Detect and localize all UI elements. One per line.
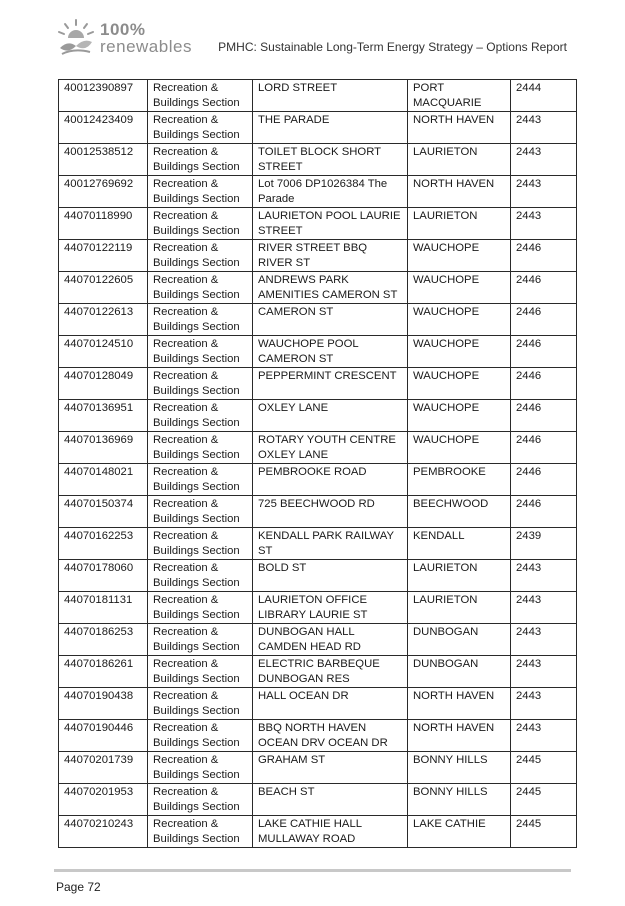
- section-cell: Recreation & Buildings Section: [148, 784, 253, 816]
- section-cell: Recreation & Buildings Section: [148, 368, 253, 400]
- table-row: [59, 816, 577, 848]
- nmi-cell: 40012390897: [59, 80, 148, 112]
- table-row: [59, 432, 577, 464]
- suburb-cell: NORTH HAVEN: [408, 176, 511, 208]
- suburb-cell: WAUCHOPE: [408, 336, 511, 368]
- table-row: [59, 784, 577, 816]
- suburb-cell: KENDALL: [408, 528, 511, 560]
- postcode-cell: 2443: [511, 176, 577, 208]
- suburb-cell: LAKE CATHIE: [408, 816, 511, 848]
- report-title: PMHC: Sustainable Long-Term Energy Strategy – Options Report: [218, 40, 567, 54]
- sun-leaf-logo-icon: [56, 18, 96, 58]
- address-cell: LAURIETON POOL LAURIE STREET: [253, 208, 408, 240]
- table-row: [59, 368, 577, 400]
- section-cell: Recreation & Buildings Section: [148, 720, 253, 752]
- table-row: [59, 560, 577, 592]
- suburb-cell: DUNBOGAN: [408, 624, 511, 656]
- postcode-cell: 2443: [511, 592, 577, 624]
- address-cell: CAMERON ST: [253, 304, 408, 336]
- nmi-cell: 44070201953: [59, 784, 148, 816]
- suburb-cell: NORTH HAVEN: [408, 720, 511, 752]
- nmi-cell: 44070190446: [59, 720, 148, 752]
- address-cell: PEPPERMINT CRESCENT: [253, 368, 408, 400]
- postcode-cell: 2445: [511, 816, 577, 848]
- suburb-cell: LAURIETON: [408, 592, 511, 624]
- section-cell: Recreation & Buildings Section: [148, 176, 253, 208]
- table-row: [59, 304, 577, 336]
- address-cell: LAKE CATHIE HALL MULLAWAY ROAD: [253, 816, 408, 848]
- nmi-cell: 44070181131: [59, 592, 148, 624]
- address-cell: DUNBOGAN HALL CAMDEN HEAD RD: [253, 624, 408, 656]
- nmi-cell: 44070118990: [59, 208, 148, 240]
- address-cell: ELECTRIC BARBEQUE DUNBOGAN RES: [253, 656, 408, 688]
- table-row: [59, 688, 577, 720]
- logo-text-top: 100%: [100, 20, 146, 39]
- nmi-cell: 44070136969: [59, 432, 148, 464]
- nmi-cell: 44070178060: [59, 560, 148, 592]
- table-row: [59, 272, 577, 304]
- postcode-cell: 2445: [511, 784, 577, 816]
- section-cell: Recreation & Buildings Section: [148, 304, 253, 336]
- table-row: [59, 176, 577, 208]
- postcode-cell: 2446: [511, 400, 577, 432]
- table-row: [59, 80, 577, 112]
- suburb-cell: BONNY HILLS: [408, 784, 511, 816]
- postcode-cell: 2446: [511, 304, 577, 336]
- address-cell: PEMBROOKE ROAD: [253, 464, 408, 496]
- section-cell: Recreation & Buildings Section: [148, 432, 253, 464]
- nmi-cell: 44070201739: [59, 752, 148, 784]
- postcode-cell: 2443: [511, 560, 577, 592]
- address-cell: TOILET BLOCK SHORT STREET: [253, 144, 408, 176]
- address-cell: WAUCHOPE POOL CAMERON ST: [253, 336, 408, 368]
- table-row: [59, 528, 577, 560]
- logo: [56, 18, 206, 62]
- nmi-cell: 44070186253: [59, 624, 148, 656]
- postcode-cell: 2443: [511, 112, 577, 144]
- suburb-cell: LAURIETON: [408, 144, 511, 176]
- table-row: [59, 624, 577, 656]
- suburb-cell: NORTH HAVEN: [408, 688, 511, 720]
- suburb-cell: WAUCHOPE: [408, 304, 511, 336]
- suburb-cell: WAUCHOPE: [408, 240, 511, 272]
- postcode-cell: 2446: [511, 464, 577, 496]
- postcode-cell: 2444: [511, 80, 577, 112]
- suburb-cell: BEECHWOOD: [408, 496, 511, 528]
- nmi-cell: 44070124510: [59, 336, 148, 368]
- section-cell: Recreation & Buildings Section: [148, 400, 253, 432]
- page-number: Page 72: [56, 880, 101, 894]
- table-row: [59, 400, 577, 432]
- section-cell: Recreation & Buildings Section: [148, 528, 253, 560]
- table-row: [59, 464, 577, 496]
- nmi-cell: 44070190438: [59, 688, 148, 720]
- suburb-cell: WAUCHOPE: [408, 272, 511, 304]
- postcode-cell: 2445: [511, 752, 577, 784]
- suburb-cell: PORT MACQUARIE: [408, 80, 511, 112]
- section-cell: Recreation & Buildings Section: [148, 80, 253, 112]
- address-cell: LAURIETON OFFICE LIBRARY LAURIE ST: [253, 592, 408, 624]
- logo-text-bottom: renewables: [100, 37, 192, 56]
- section-cell: Recreation & Buildings Section: [148, 208, 253, 240]
- postcode-cell: 2443: [511, 144, 577, 176]
- table-row: [59, 336, 577, 368]
- page-header: [0, 0, 625, 72]
- nmi-cell: 40012538512: [59, 144, 148, 176]
- postcode-cell: 2446: [511, 496, 577, 528]
- meter-table: [58, 79, 577, 848]
- address-cell: GRAHAM ST: [253, 752, 408, 784]
- postcode-cell: 2446: [511, 432, 577, 464]
- nmi-cell: 44070162253: [59, 528, 148, 560]
- postcode-cell: 2446: [511, 336, 577, 368]
- nmi-cell: 44070150374: [59, 496, 148, 528]
- suburb-cell: LAURIETON: [408, 560, 511, 592]
- postcode-cell: 2446: [511, 272, 577, 304]
- table-row: [59, 496, 577, 528]
- section-cell: Recreation & Buildings Section: [148, 144, 253, 176]
- table-row: [59, 592, 577, 624]
- address-cell: HALL OCEAN DR: [253, 688, 408, 720]
- suburb-cell: WAUCHOPE: [408, 432, 511, 464]
- table-row: [59, 720, 577, 752]
- table-row: [59, 208, 577, 240]
- section-cell: Recreation & Buildings Section: [148, 656, 253, 688]
- postcode-cell: 2443: [511, 208, 577, 240]
- address-cell: RIVER STREET BBQ RIVER ST: [253, 240, 408, 272]
- address-cell: BOLD ST: [253, 560, 408, 592]
- postcode-cell: 2446: [511, 240, 577, 272]
- suburb-cell: PEMBROOKE: [408, 464, 511, 496]
- nmi-cell: 44070122119: [59, 240, 148, 272]
- section-cell: Recreation & Buildings Section: [148, 816, 253, 848]
- table-row: [59, 752, 577, 784]
- postcode-cell: 2443: [511, 656, 577, 688]
- suburb-cell: WAUCHOPE: [408, 400, 511, 432]
- address-cell: Lot 7006 DP1026384 The Parade: [253, 176, 408, 208]
- address-cell: ROTARY YOUTH CENTRE OXLEY LANE: [253, 432, 408, 464]
- section-cell: Recreation & Buildings Section: [148, 240, 253, 272]
- suburb-cell: NORTH HAVEN: [408, 112, 511, 144]
- nmi-cell: 44070122613: [59, 304, 148, 336]
- nmi-cell: 40012423409: [59, 112, 148, 144]
- nmi-cell: 44070136951: [59, 400, 148, 432]
- section-cell: Recreation & Buildings Section: [148, 752, 253, 784]
- section-cell: Recreation & Buildings Section: [148, 496, 253, 528]
- postcode-cell: 2443: [511, 624, 577, 656]
- address-cell: 725 BEECHWOOD RD: [253, 496, 408, 528]
- table-row: [59, 240, 577, 272]
- postcode-cell: 2443: [511, 688, 577, 720]
- nmi-cell: 44070186261: [59, 656, 148, 688]
- postcode-cell: 2439: [511, 528, 577, 560]
- table-row: [59, 144, 577, 176]
- postcode-cell: 2443: [511, 720, 577, 752]
- section-cell: Recreation & Buildings Section: [148, 560, 253, 592]
- section-cell: Recreation & Buildings Section: [148, 336, 253, 368]
- suburb-cell: WAUCHOPE: [408, 368, 511, 400]
- section-cell: Recreation & Buildings Section: [148, 464, 253, 496]
- nmi-cell: 44070148021: [59, 464, 148, 496]
- section-cell: Recreation & Buildings Section: [148, 112, 253, 144]
- postcode-cell: 2446: [511, 368, 577, 400]
- nmi-cell: 44070128049: [59, 368, 148, 400]
- address-cell: LORD STREET: [253, 80, 408, 112]
- address-cell: OXLEY LANE: [253, 400, 408, 432]
- section-cell: Recreation & Buildings Section: [148, 272, 253, 304]
- table-row: [59, 112, 577, 144]
- address-cell: BBQ NORTH HAVEN OCEAN DRV OCEAN DR: [253, 720, 408, 752]
- section-cell: Recreation & Buildings Section: [148, 592, 253, 624]
- meter-table-body: [59, 80, 577, 848]
- suburb-cell: BONNY HILLS: [408, 752, 511, 784]
- address-cell: BEACH ST: [253, 784, 408, 816]
- table-row: [59, 656, 577, 688]
- suburb-cell: LAURIETON: [408, 208, 511, 240]
- nmi-cell: 44070122605: [59, 272, 148, 304]
- address-cell: KENDALL PARK RAILWAY ST: [253, 528, 408, 560]
- footer-rule: [54, 869, 571, 872]
- address-cell: THE PARADE: [253, 112, 408, 144]
- nmi-cell: 44070210243: [59, 816, 148, 848]
- section-cell: Recreation & Buildings Section: [148, 624, 253, 656]
- section-cell: Recreation & Buildings Section: [148, 688, 253, 720]
- nmi-cell: 40012769692: [59, 176, 148, 208]
- suburb-cell: DUNBOGAN: [408, 656, 511, 688]
- address-cell: ANDREWS PARK AMENITIES CAMERON ST: [253, 272, 408, 304]
